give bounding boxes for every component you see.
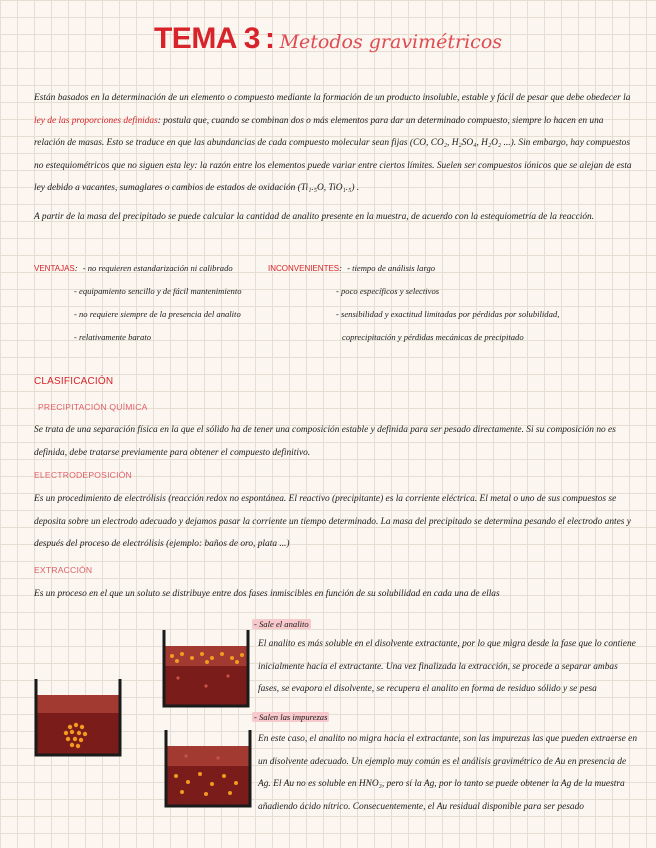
- ventajas-item: - equipamiento sencillo y de fácil mantenimiento: [74, 286, 242, 296]
- precipitacion-text: Se trata de una separación física en la que el sólido ha de tener una composición estable y definida para ser pesado directamente. Si su composición no es definida, debe tratarse previamente para obtener el compuesto definitivo.: [34, 425, 616, 458]
- ventajas-item: - relativamente barato: [74, 332, 152, 342]
- sale-impurezas-label-text: - Salen las impurezas: [254, 712, 328, 722]
- electrodeposicion-heading: ELECTRODEPOSICIÓN: [34, 470, 132, 480]
- beaker-sale-analito-illustration: [158, 628, 254, 712]
- inconvenientes-block: INCONVENIENTES: - tiempo de análisis largo: [268, 263, 436, 273]
- sale-analito-label-text: - Sale el analito: [254, 619, 309, 629]
- inconvenientes-item: coprecipitación y pérdidas mecánicas de precipitado: [342, 332, 524, 342]
- title-prefix: TEMA 3: [153, 22, 260, 55]
- page-title: [0, 22, 656, 56]
- ventajas-item: - no requieren estandarización ni calibrado: [82, 263, 233, 273]
- intro-text-b: : postula que, cuando se combinan dos o más elementos para dar un determinado compuesto, siempre lo hacen en una relación de masas. Esto se traduce en que las abundancias de cada compuesto molecular sean fijas (CO, CO₂, H₂SO₄, H₂O₂ ...). Sin embargo, hay compuestos no estequiométricos que no siguen esta ley: la razón entre los elementos puede variar entre ciertos límites. Suelen ser compuestos iónicos que se alejan de esta ley debido a vacantes, sumaglares o cambios de estados de oxidación (Ti₁.₅O, TiO₁.₅) .: [34, 115, 632, 194]
- intro-paragraph-2: A partir de la masa del precipitado se puede calcular la cantidad de analito presente en la muestra, de acuerdo con la estequiometría de la reacción.: [34, 212, 595, 222]
- ventajas-item: - no requiere siempre de la presencia del analito: [74, 309, 241, 319]
- inconvenientes-label: INCONVENIENTES: [268, 264, 340, 273]
- inconvenientes-item: - tiempo de análisis largo: [347, 263, 436, 273]
- intro-paragraph: [34, 87, 634, 200]
- inconvenientes-item: - poco específicos y selectivos: [336, 286, 440, 296]
- sale-impurezas-label: [252, 705, 329, 730]
- title-subtitle: Metodos gravimétricos: [279, 31, 503, 53]
- law-definition: ley de las proporciones definidas: [34, 115, 158, 126]
- beaker-sale-impurezas-illustration: [160, 728, 256, 812]
- clasificacion-heading: CLASIFICACIÓN: [34, 376, 114, 387]
- sale-impurezas-text: En este caso, el analito no migra hacia el extractante, son las impurezas las que pueden extraerse en un disolvente adecuado. Un ejemplo muy común es el análisis gravimétrico de Au en presencia de Ag. El Au no es soluble en HNO₃, pero sí la Ag, por lo tanto se puede obtener la Ag de la muestra añadiendo ácido nítrico. Consecuentemente, el Au residual disponible para ser pesado: [258, 734, 638, 812]
- electrodeposicion-text: Es un procedimiento de electrólisis (reacción redox no espontánea. El reactivo (precipitante) es la corriente eléctrica. El metal o uno de sus compuestos se deposita sobre un electrodo adecuado y dejamos pasar la corriente un tiempo determinado. La masa del precipitado se determina pesando el electrodo antes y después del proceso de electrólisis (ejemplo: baños de oro, plata ...): [34, 494, 631, 550]
- ventajas-block: VENTAJAS: - no requieren estandarización ni calibrado: [34, 263, 233, 273]
- intro-text-a: Están basados en la determinación de un elemento o compuesto mediante la formación de un producto insoluble, estable y fácil de pesar que debe obedecer la: [34, 93, 631, 103]
- title-colon: :: [264, 22, 275, 55]
- beaker-initial-illustration: [30, 677, 126, 761]
- extraccion-heading: EXTRACCIÓN: [34, 565, 93, 575]
- inconvenientes-item: - sensibilidad y exactitud limitadas por pérdidas por solubilidad,: [336, 309, 560, 319]
- ventajas-label: VENTAJAS: [34, 264, 75, 273]
- precipitacion-heading: PRECIPITACIÓN QUÍMICA: [38, 402, 148, 412]
- extraccion-text: Es un proceso en el que un soluto se distribuye entre dos fases inmiscibles en función de su solubilidad en cada una de ellas: [34, 589, 500, 599]
- sale-analito-text: El analito es más soluble en el disolvente extractante, por lo que migra desde la fase que lo contiene inicialmente hacia el extractante. Una vez finalizada la extracción, se procede a separar ambas fases, se evapora el disolvente, se recupera el analito en forma de residuo sólido y se pesa: [258, 639, 636, 695]
